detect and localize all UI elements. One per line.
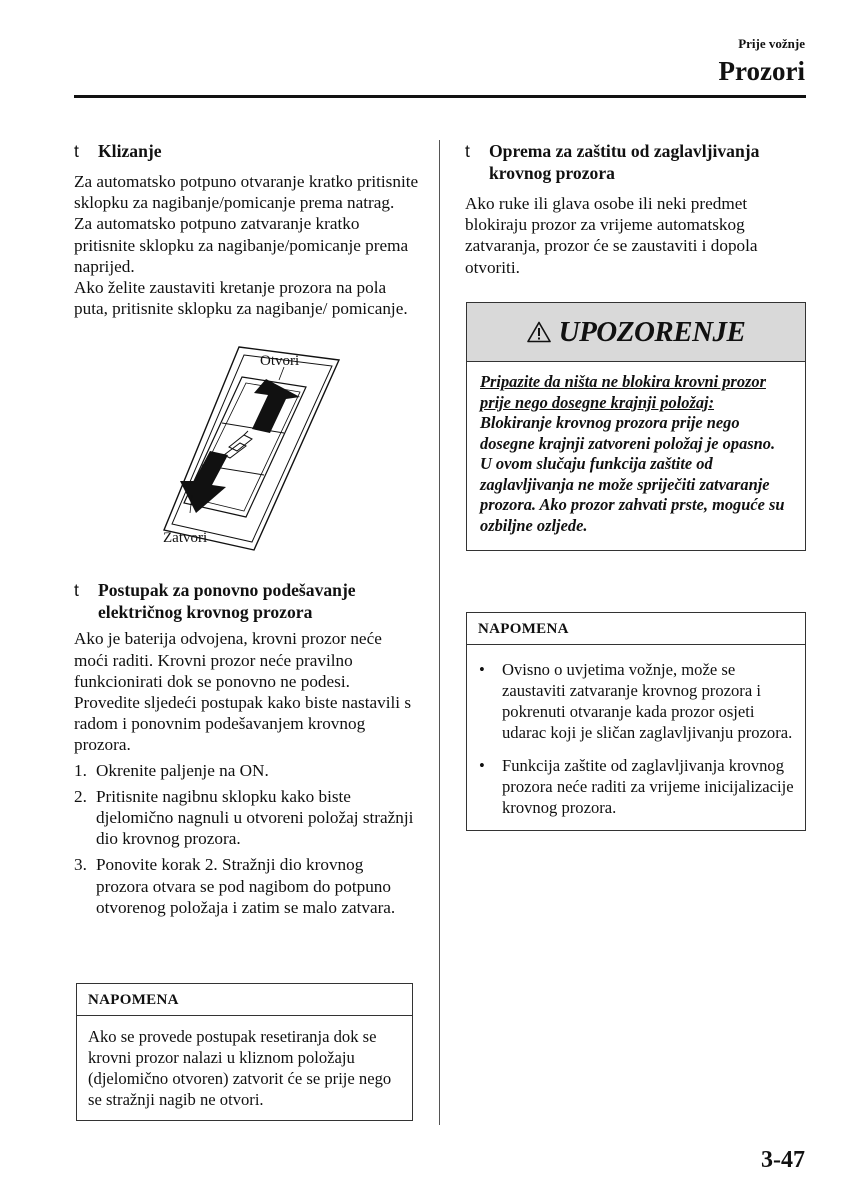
note-item-text: Ovisno o uvjetima vožnje, može se zaustaviti zatvaranje krovnog prozora i pokrenuti otvaranje kada prozor osjeti udarac koji je sličan zaglavljivanju prozora. bbox=[502, 660, 793, 742]
note-bullet-list bbox=[478, 659, 794, 818]
antipinch-text: Ako ruke ili glava osobe ili neki predmet blokiraju prozor za vrijeme automatskog zatvaranja, prozor će se zaustaviti i dopola otvoriti. bbox=[465, 194, 758, 277]
list-item bbox=[478, 755, 794, 818]
antipinch-heading-text: Oprema za zaštitu od zaglavljivanja krovnog prozora bbox=[489, 141, 760, 183]
header-rule bbox=[74, 95, 806, 98]
warning-box bbox=[466, 302, 806, 551]
warning-header bbox=[467, 303, 805, 362]
step-number: 1. bbox=[74, 760, 87, 780]
section-bullet-icon: t bbox=[74, 580, 79, 601]
sliding-paragraph-close: Za automatsko potpuno zatvaranje kratko pritisnite sklopku za nagibanje/pomicanje prema naprijed. bbox=[74, 214, 409, 276]
warning-text-1: Blokiranje krovnog prozora prije nego dosegne krajnji zatvoreni položaj je opasno. bbox=[480, 413, 776, 453]
list-item bbox=[74, 786, 419, 850]
reset-intro: Ako je baterija odvojena, krovni prozor neće moći raditi. Krovni prozor neće pravilno funkcionirati dok se ponovno ne podesi. Provedite sljedeći postupak kako biste nastavili s radom i ponovnim podešavanjem krovnog prozora. bbox=[74, 629, 412, 755]
note-text: Ako se provede postupak resetiranja dok se krovni prozor nalazi u kliznom položaju (djelomično otvoren) zatvorit će se prije nego se stražnji nagib ne otvori. bbox=[88, 1027, 392, 1109]
sliding-heading-text: Klizanje bbox=[98, 141, 162, 161]
left-column bbox=[74, 140, 419, 923]
list-item bbox=[74, 760, 419, 781]
bullet-dot-icon: • bbox=[479, 660, 485, 679]
right-note-box bbox=[466, 612, 806, 831]
list-item bbox=[478, 659, 794, 743]
tilt-slide-switch-illustration bbox=[74, 335, 419, 563]
note-item-text: Funkcija zaštite od zaglavljivanja krovnog prozora neće raditi za vrijeme inicijalizacije krovnog prozora. bbox=[502, 756, 794, 817]
sliding-heading bbox=[74, 140, 419, 162]
warning-title: UPOZORENJE bbox=[558, 315, 746, 348]
note-label: NAPOMENA bbox=[77, 984, 412, 1016]
switch-figure bbox=[74, 335, 419, 563]
warning-body bbox=[467, 362, 805, 550]
page-title: Prozori bbox=[718, 56, 805, 86]
column-divider bbox=[439, 140, 440, 1125]
antipinch-heading bbox=[465, 140, 805, 184]
list-item bbox=[74, 854, 419, 918]
step-text: Okrenite paljenje na ON. bbox=[96, 760, 269, 780]
step-text: Pritisnite nagibnu sklopku kako biste djelomično nagnuli u otvoreni položaj stražnji dio krovnog prozora. bbox=[96, 786, 414, 849]
step-number: 2. bbox=[74, 786, 87, 806]
reset-steps bbox=[74, 760, 419, 918]
reset-heading-text: Postupak za ponovno podešavanje električnog krovnog prozora bbox=[98, 580, 356, 623]
page-number: 3-47 bbox=[761, 1147, 805, 1173]
bullet-dot-icon: • bbox=[479, 756, 485, 775]
section-label: Prije vožnje bbox=[738, 36, 805, 51]
warning-underlined-text: Pripazite da ništa ne blokira krovni prozor prije nego dosegne krajnji položaj: bbox=[480, 372, 766, 412]
step-text: Ponovite korak 2. Stražnji dio krovnog prozora otvara se pod nagibom do potpuno otvorenog položaja i zatim se malo zatvara. bbox=[96, 855, 396, 917]
step-number: 3. bbox=[74, 855, 87, 875]
warning-text-2: U ovom slučaju funkcija zaštite od zaglavljivanja ne može spriječiti zatvaranje prozora. Ako prozor zahvati prste, moguće su ozbiljne ozljede. bbox=[480, 454, 785, 535]
close-label: Zatvori bbox=[163, 530, 208, 547]
sliding-paragraph-stop: Ako želite zaustaviti kretanje prozora na pola puta, pritisnite sklopku za nagibanje/ pomicanje. bbox=[74, 278, 408, 319]
right-column bbox=[465, 140, 805, 278]
left-note-box bbox=[76, 983, 413, 1121]
reset-heading bbox=[74, 579, 419, 623]
warning-triangle-icon bbox=[527, 321, 551, 343]
note-label: NAPOMENA bbox=[467, 613, 805, 645]
sliding-paragraph-open: Za automatsko potpuno otvaranje kratko pritisnite sklopku za nagibanje/pomicanje prema natrag. bbox=[74, 172, 419, 213]
section-bullet-icon: t bbox=[465, 141, 470, 161]
section-bullet-icon: t bbox=[74, 141, 79, 161]
open-label: Otvori bbox=[260, 353, 300, 370]
